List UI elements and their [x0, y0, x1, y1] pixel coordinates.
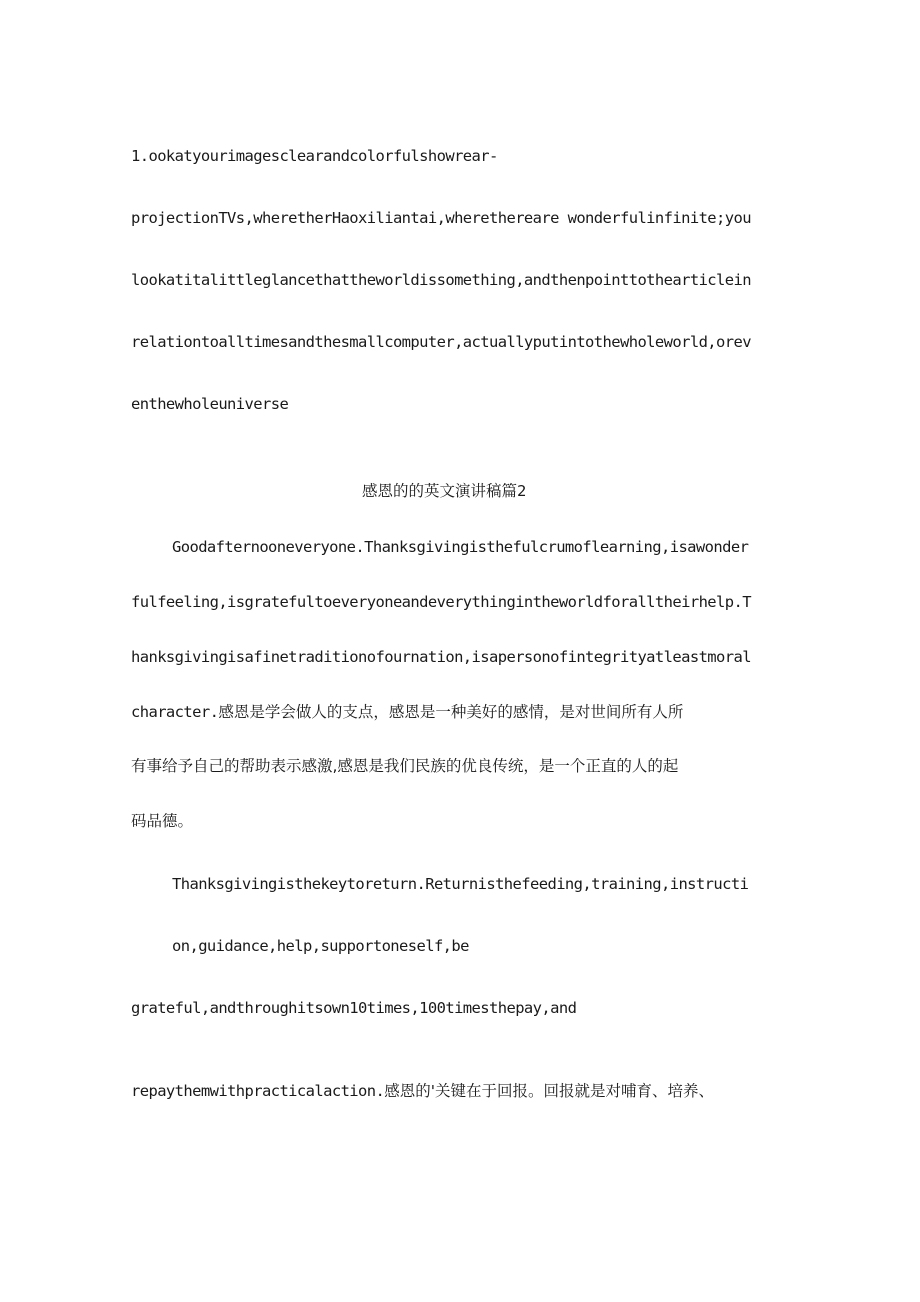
text-line-mixed — [131, 1081, 714, 1101]
text-line: 1.ookatyourimagesclearandcolorfulshowrear- — [131, 147, 498, 165]
text-line: relationtoalltimesandthesmallcomputer,actuallyputintothewholeworld,orev — [131, 333, 751, 351]
text-en: repaythemwithpracticalaction. — [131, 1082, 385, 1100]
text-line: lookatitalittleglancethattheworldissomething,andthenpointtothearticlein — [131, 271, 751, 289]
text-line: enthewholeuniverse — [131, 395, 289, 413]
text-line: 有事给予自己的帮助表示感激,感恩是我们民族的优良传统，是一个正直的人的起 — [131, 757, 679, 775]
section-heading: 感恩的的英文演讲稿篇2 — [362, 482, 527, 500]
text-line: projectionTVs,wheretherHaoxiliantai,wherethereare wonderfulinfinite;you — [131, 209, 751, 227]
text-en: character. — [131, 703, 219, 721]
text-line: hanksgivingisafinetraditionofournation,isapersonofintegrityatleastmoral — [131, 648, 751, 666]
text-line: 码品德。 — [131, 812, 194, 830]
text-line: grateful,andthroughitsown10times,100timesthepay,and — [131, 999, 577, 1017]
text-line-mixed — [131, 702, 683, 722]
text-line: on,guidance,help,supportoneself,be — [172, 937, 469, 955]
text-cn: 感恩是学会做人的支点，感恩是一种美好的感情，是对世间所有人所 — [218, 703, 684, 721]
text-cn: 感恩的'关键在于回报。回报就是对哺育、培养、 — [384, 1082, 714, 1100]
text-line: fulfeeling,isgratefultoeveryoneandeverythingintheworldforalltheirhelp.T — [131, 593, 751, 611]
text-line: Goodafternooneveryone.Thanksgivingisthefulcrumoflearning,isawonder — [172, 538, 749, 556]
text-line: Thanksgivingisthekeytoreturn.Returnisthefeeding,training,instructi — [172, 875, 749, 893]
